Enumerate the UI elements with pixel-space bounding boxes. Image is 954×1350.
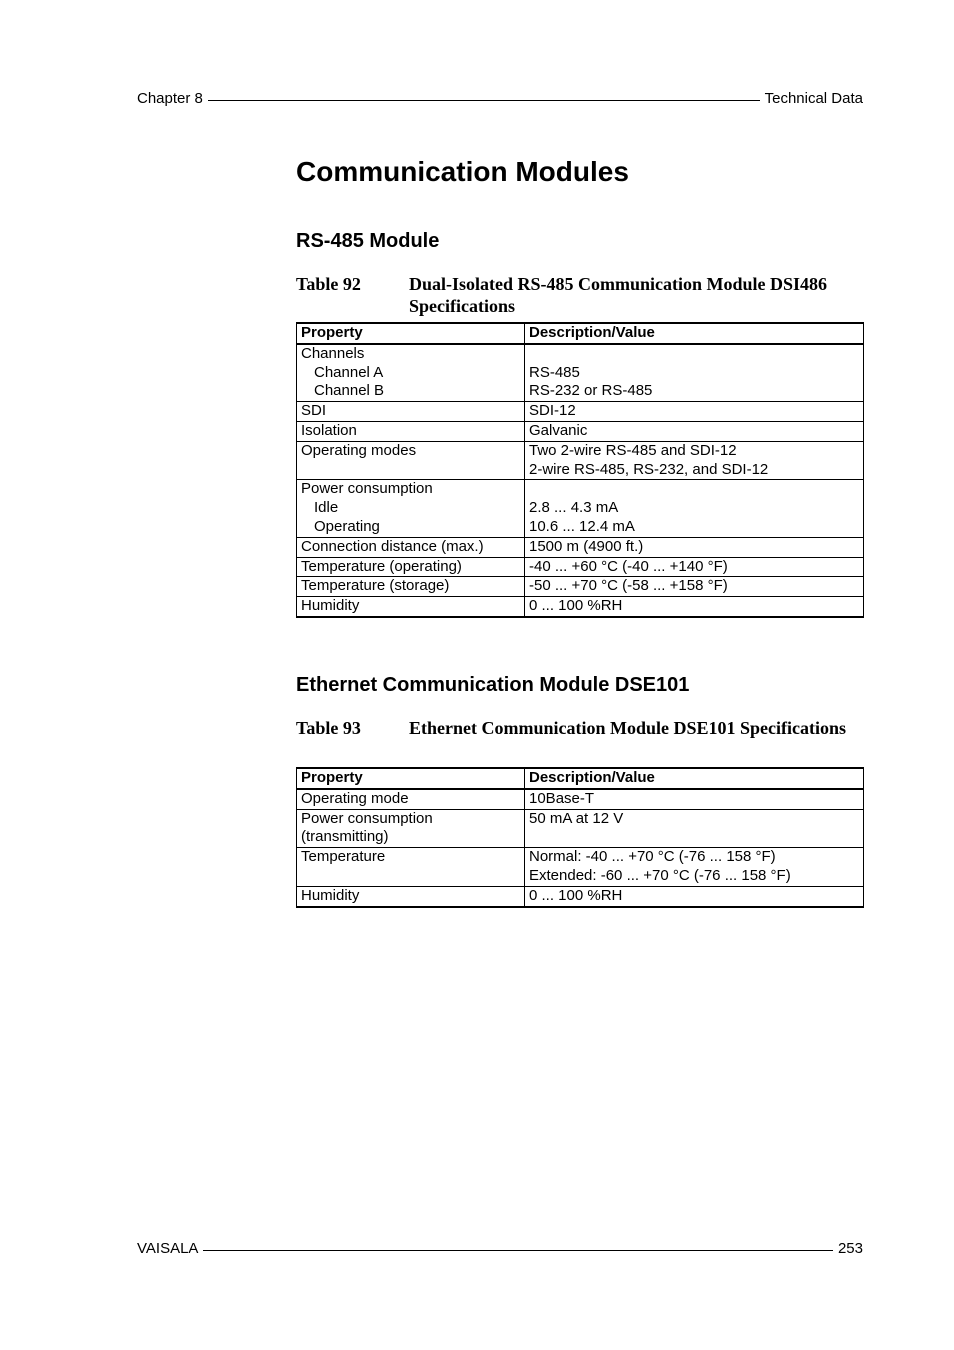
- property-cell: [297, 809, 525, 848]
- value-line: 2.8 ... 4.3 mA: [529, 499, 619, 517]
- value-line: 1500 m (4900 ft.): [529, 537, 644, 555]
- page-footer: [137, 1240, 863, 1258]
- value-line: [529, 480, 859, 499]
- property-line: Operating mode: [301, 789, 409, 807]
- property-line: Channels: [301, 344, 365, 362]
- value-line: SDI-12: [529, 402, 576, 420]
- property-cell: [297, 537, 525, 557]
- table-row: [297, 597, 864, 617]
- property-cell: [297, 886, 525, 906]
- value-line: 0 ... 100 %RH: [529, 886, 623, 904]
- value-line: RS-232 or RS-485: [529, 382, 653, 400]
- table-title: Dual-Isolated RS-485 Communication Module DSI486 Specifications: [409, 274, 828, 316]
- value-cell: [525, 789, 864, 809]
- table-caption-92: [296, 273, 866, 317]
- property-cell: [297, 480, 525, 537]
- page-header: [137, 90, 863, 108]
- section-heading-ethernet: Ethernet Communication Module DSE101: [296, 674, 690, 696]
- property-line: Temperature: [301, 848, 386, 866]
- table-row: [297, 577, 864, 597]
- header-section: Technical Data: [764, 90, 863, 107]
- property-line: Power consumption: [301, 480, 433, 498]
- value-cell: [525, 537, 864, 557]
- property-cell: [297, 557, 525, 577]
- spec-table-92: [296, 322, 864, 618]
- value-cell: [525, 809, 864, 848]
- table-title: Ethernet Communication Module DSE101 Specifications: [409, 718, 847, 738]
- header-rule: [208, 100, 760, 101]
- spec-table-93: [296, 767, 864, 908]
- property-cell: [297, 441, 525, 480]
- table-row: [297, 789, 864, 809]
- property-cell: [297, 344, 525, 402]
- property-cell: [297, 597, 525, 617]
- value-line: Two 2-wire RS-485 and SDI-12: [529, 441, 737, 459]
- column-header-value: Description/Value: [525, 768, 864, 789]
- property-line: Humidity: [301, 597, 360, 615]
- table-row: [297, 480, 864, 537]
- table-row: [297, 402, 864, 422]
- property-cell: [297, 789, 525, 809]
- value-line: 10.6 ... 12.4 mA: [529, 517, 635, 535]
- property-line: Channel A: [314, 363, 384, 381]
- table-row: [297, 441, 864, 480]
- value-line: -40 ... +60 °C (-40 ... +140 °F): [529, 557, 728, 575]
- table-row: [297, 809, 864, 848]
- property-cell: [297, 402, 525, 422]
- table-number: Table 93: [296, 718, 361, 738]
- table-row: [297, 344, 864, 402]
- value-cell: [525, 577, 864, 597]
- column-header-property: Property: [297, 768, 525, 789]
- property-line: (transmitting): [301, 828, 389, 846]
- value-cell: [525, 597, 864, 617]
- value-cell: [525, 402, 864, 422]
- value-cell: [525, 848, 864, 887]
- property-cell: [297, 577, 525, 597]
- property-line: Temperature (operating): [301, 557, 462, 575]
- property-cell: [297, 848, 525, 887]
- value-line: Normal: -40 ... +70 °C (-76 ... 158 °F): [529, 848, 776, 866]
- value-line: 10Base-T: [529, 789, 595, 807]
- table-number: Table 92: [296, 274, 361, 294]
- section-heading-rs485: RS-485 Module: [296, 230, 440, 252]
- page-number: 253: [837, 1240, 863, 1257]
- value-line: 2-wire RS-485, RS-232, and SDI-12: [529, 460, 769, 478]
- property-line: Temperature (storage): [301, 577, 450, 595]
- value-cell: [525, 886, 864, 906]
- table-row: [297, 537, 864, 557]
- value-cell: [525, 344, 864, 402]
- table-row: [297, 421, 864, 441]
- value-line: [529, 345, 859, 364]
- table-header-row: [297, 323, 864, 344]
- table-row: [297, 886, 864, 906]
- value-cell: [525, 421, 864, 441]
- footer-rule: [203, 1250, 833, 1251]
- page-title: Communication Modules: [296, 156, 629, 187]
- table-row: [297, 557, 864, 577]
- table-caption-93: [296, 717, 866, 739]
- value-line: Galvanic: [529, 421, 588, 439]
- value-line: RS-485: [529, 363, 580, 381]
- value-line: 50 mA at 12 V: [529, 809, 624, 827]
- property-line: Power consumption: [301, 809, 433, 827]
- table-row: [297, 848, 864, 887]
- property-line: Channel B: [314, 382, 385, 400]
- value-line: -50 ... +70 °C (-58 ... +158 °F): [529, 577, 728, 595]
- property-cell: [297, 421, 525, 441]
- header-chapter: Chapter 8: [137, 90, 203, 107]
- property-line: SDI: [301, 402, 327, 420]
- value-line: 0 ... 100 %RH: [529, 597, 623, 615]
- value-line: Extended: -60 ... +70 °C (-76 ... 158 °F): [529, 866, 791, 884]
- value-cell: [525, 441, 864, 480]
- property-line: Connection distance (max.): [301, 537, 484, 555]
- value-cell: [525, 480, 864, 537]
- column-header-value: Description/Value: [525, 323, 864, 344]
- property-line: Operating modes: [301, 441, 417, 459]
- property-line: Isolation: [301, 421, 357, 439]
- footer-brand: VAISALA: [137, 1240, 199, 1257]
- property-line: Operating: [314, 517, 380, 535]
- column-header-property: Property: [297, 323, 525, 344]
- value-cell: [525, 557, 864, 577]
- property-line: Idle: [314, 499, 339, 517]
- table-header-row: [297, 768, 864, 789]
- property-line: Humidity: [301, 886, 360, 904]
